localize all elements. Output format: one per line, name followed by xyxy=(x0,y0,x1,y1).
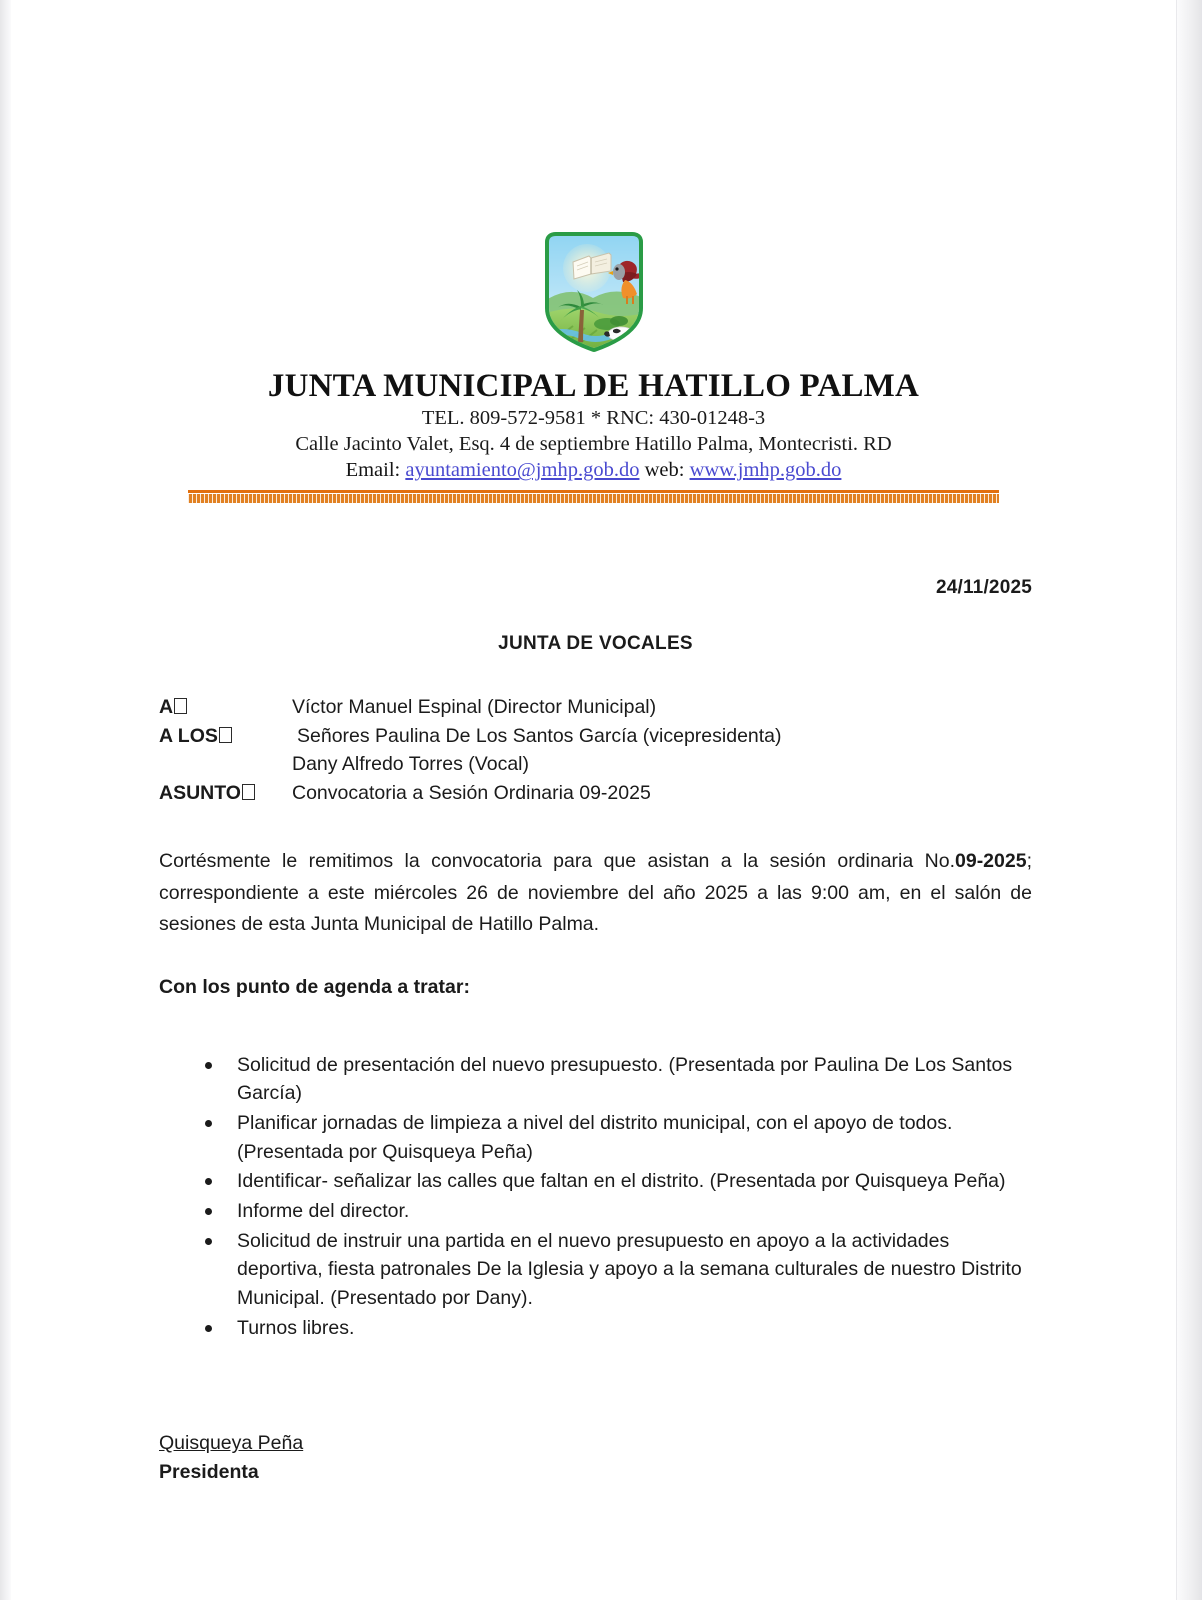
list-item xyxy=(201,1167,1032,1196)
page-gutter-right xyxy=(1176,0,1202,1600)
bullet-icon xyxy=(205,1062,212,1069)
email-label: Email: xyxy=(345,459,401,482)
coat-of-arms-icon xyxy=(533,228,655,356)
bullet-icon xyxy=(205,1208,212,1215)
letterhead xyxy=(11,0,1176,503)
letterhead-divider xyxy=(188,490,999,503)
bullet-icon xyxy=(205,1238,212,1245)
paragraph-part-2: ; correspondiente a este miércoles 26 de noviembre del año 2025 a las 9:00 am, en el salón de sesiones de esta Junta Municipal de Hatillo Palma. xyxy=(159,850,1032,936)
letter-date: 24/11/2025 xyxy=(935,576,1032,598)
recipient-row-subject xyxy=(159,779,1032,808)
recipient-label-subject xyxy=(159,779,292,808)
bullet-icon xyxy=(205,1325,212,1332)
list-item xyxy=(201,1314,1032,1343)
agenda-intro: Con los punto de agenda a tratar: xyxy=(159,975,470,998)
list-item xyxy=(201,1227,1032,1313)
organization-contact xyxy=(11,457,1176,483)
signature-block xyxy=(159,1430,1032,1486)
agenda-item-text: Identificar- señalizar las calles que faltan en el distrito. (Presentada por Quisqueya Peña) xyxy=(237,1170,1006,1193)
recipient-value-extra: Dany Alfredo Torres (Vocal) xyxy=(292,753,529,776)
document-body xyxy=(11,577,1176,1487)
page-gutter-left xyxy=(0,0,11,1600)
agenda-item-text: Solicitud de presentación del nuevo presupuesto. (Presentada por Paulina De Los Santos García) xyxy=(237,1053,1013,1105)
paragraph-part-1: Cortésmente le remitimos la convocatoria para que asistan a la sesión ordinaria No. xyxy=(159,850,955,873)
list-item xyxy=(201,1197,1032,1226)
paragraph-session-number: 09-2025 xyxy=(955,850,1027,873)
document-page xyxy=(11,0,1177,1600)
recipient-row-to xyxy=(159,693,1032,722)
bullet-icon xyxy=(205,1120,212,1127)
email-link[interactable]: ayuntamiento@jmhp.gob.do xyxy=(405,459,640,482)
signature-name: Quisqueya Peña xyxy=(159,1432,304,1455)
organization-title: JUNTA MUNICIPAL DE HATILLO PALMA xyxy=(267,368,920,404)
web-label: web: xyxy=(644,459,685,482)
agenda-item-text: Planificar jornadas de limpieza a nivel del distrito municipal, con el apoyo de todos. (Presentada por Quisqueya Peña) xyxy=(237,1112,953,1163)
divider-solid-rule xyxy=(188,490,999,493)
recipient-label-to-text: A xyxy=(159,695,174,718)
recipient-value-subject: Convocatoria a Sesión Ordinaria 09-2025 xyxy=(292,782,651,805)
recipient-label-alos-text: A LOS xyxy=(159,724,218,747)
list-item xyxy=(201,1051,1032,1108)
list-item xyxy=(201,1109,1032,1166)
agenda-item-text: Solicitud de instruir una partida en el nuevo presupuesto en apoyo a la actividades deportiva, fiesta patronales De la Iglesia y apoyo a la semana culturales de nuestro Distrito Municipal. (Presentado por Dany). xyxy=(237,1229,1022,1310)
divider-hatch-band xyxy=(188,494,999,503)
missing-glyph-icon xyxy=(242,784,255,800)
organization-address: Calle Jacinto Valet, Esq. 4 de septiembre Hatillo Palma, Montecristi. RD xyxy=(295,433,892,456)
recipient-row-alos xyxy=(159,722,1032,751)
signature-role: Presidenta xyxy=(159,1461,259,1484)
recipient-value-alos: Señores Paulina De Los Santos García (vicepresidenta) xyxy=(297,724,782,747)
agenda-item-text: Informe del director. xyxy=(237,1200,410,1223)
agenda-list xyxy=(159,1051,1032,1343)
recipient-value-to: Víctor Manuel Espinal (Director Municipal) xyxy=(292,695,657,718)
recipient-label-subject-text: ASUNTO xyxy=(159,782,241,805)
letter-heading: JUNTA DE VOCALES xyxy=(498,632,693,654)
missing-glyph-icon xyxy=(174,698,187,714)
recipient-row-extra xyxy=(159,750,1032,779)
website-link[interactable]: www.jmhp.gob.do xyxy=(689,459,842,482)
recipient-label-to xyxy=(159,693,292,722)
letter-paragraph xyxy=(159,846,1032,941)
agenda-item-text: Turnos libres. xyxy=(237,1316,355,1339)
missing-glyph-icon xyxy=(219,727,232,743)
bullet-icon xyxy=(205,1178,212,1185)
recipients-block xyxy=(159,693,1032,808)
recipient-label-alos xyxy=(159,722,292,751)
organization-phone: TEL. 809-572-9581 * RNC: 430-01248-3 xyxy=(421,406,766,429)
